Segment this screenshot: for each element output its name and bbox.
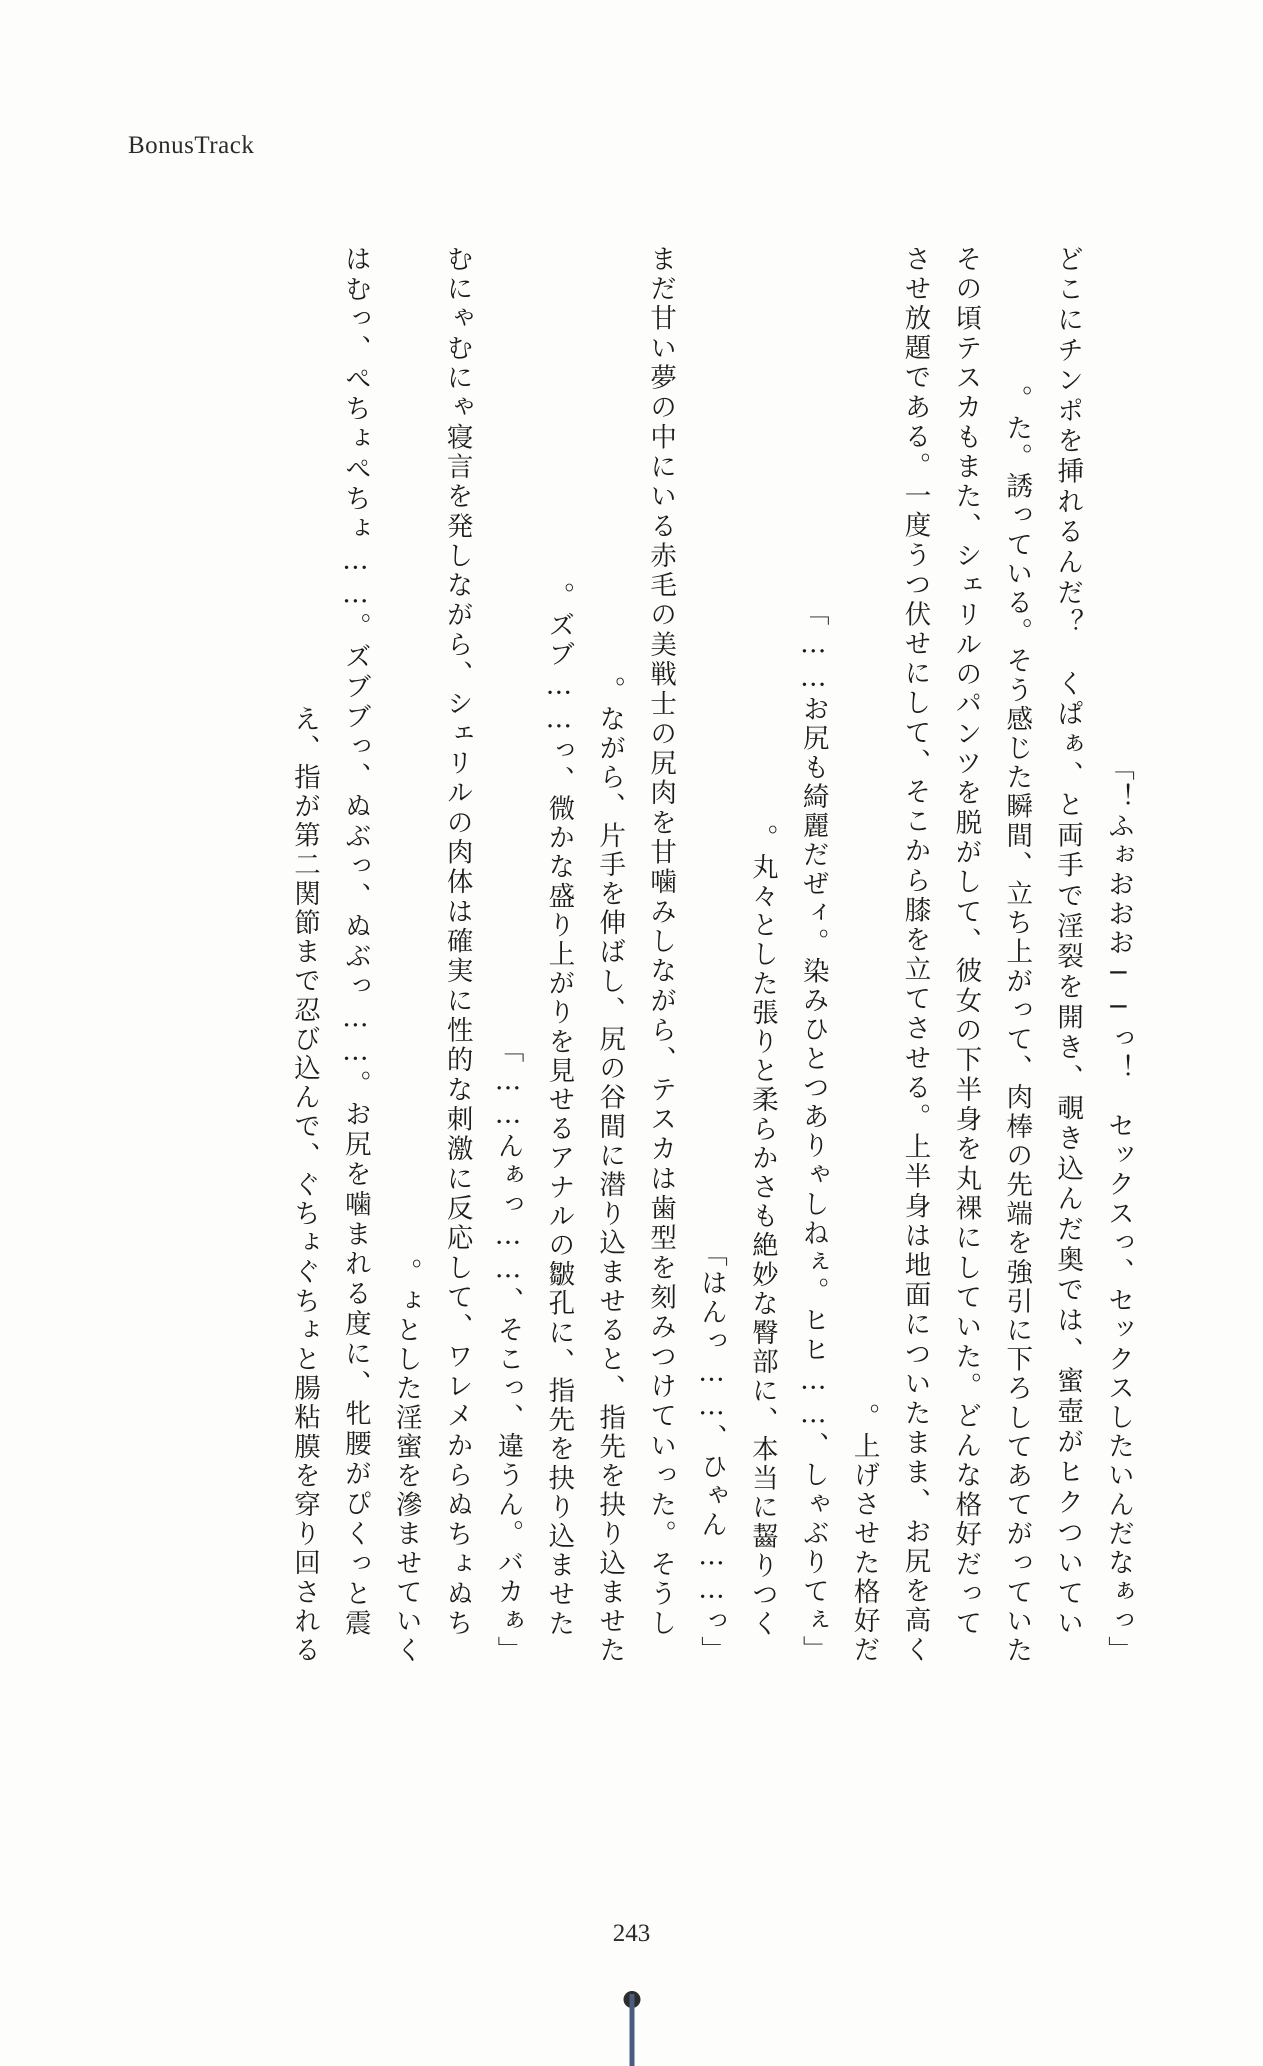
paragraph: ズブ……っ、微かな盛り上がりを見せるアナルの皺孔に、指先を抉り込ませた。	[543, 581, 575, 1639]
page-header: BonusTrack	[128, 132, 255, 159]
paragraph: 「んぁっ……、そこっ、違うん。バカぁ……」	[492, 1035, 524, 1665]
paragraph: むにゃむにゃ寝言を発しながら、シェリルの肉体は確実に性的な刺激に反応して、ワレメからぬちょぬちょとした淫蜜を滲ませていく。	[390, 245, 473, 1665]
paragraph: 「ふぉおおお──っ！ セックスっ、セックスしたいんだなぁっ！」	[1103, 753, 1134, 1665]
paragraph: はむっ、ぺちょぺちょ……。ズブブっ、ぬぶっ、ぬぶっ……。お尻を噛まれる度に、牝腰がぴくっと震え、指が第二関節まで忍び込んで、ぐちょぐちょと腸粘膜を穿り回される	[289, 245, 371, 1665]
page-number: 243	[612, 1920, 651, 1947]
paragraph: 丸々とした張りと柔らかさも絶妙な臀部に、本当に齧りつく。	[746, 823, 778, 1639]
page-body	[120, 245, 1143, 1665]
vertical-text-block	[278, 245, 1143, 1665]
paragraph: 「お尻も綺麗だぜィ。染みひとつありゃしねぇ。ヒヒ……、しゃぶりてぇ……」	[797, 599, 829, 1665]
gutter-bar-mark	[629, 1994, 634, 2066]
paragraph: まだ甘い夢の中にいる赤毛の美戦士の尻肉を甘噛みしながら、テスカは歯型を刻みつけていった。そうしながら、片手を伸ばし、尻の谷間に潜り込ませると、指先を抉り込ませた。	[594, 245, 677, 1665]
paragraph: どこにチンポを挿れるんだ？ くぱぁ、と両手で淫裂を開き、覗き込んだ奥では、蜜壺がヒクついていた。誘っている。そう感じた瞬間、立ち上がって、肉棒の先端を強引に下ろしてあてがっていた。	[1001, 245, 1084, 1665]
paragraph: その頃テスカもまた、シェリルのパンツを脱がして、彼女の下半身を丸裸にしていた。どんな格好だってさせ放題である。一度うつ伏せにして、そこから膝を立てさせる。上半身は地面についたまま、お尻を高く上げさせた格好だ。	[848, 245, 982, 1665]
paragraph: 「はんっ……、ひゃん……っ」	[696, 1239, 727, 1665]
